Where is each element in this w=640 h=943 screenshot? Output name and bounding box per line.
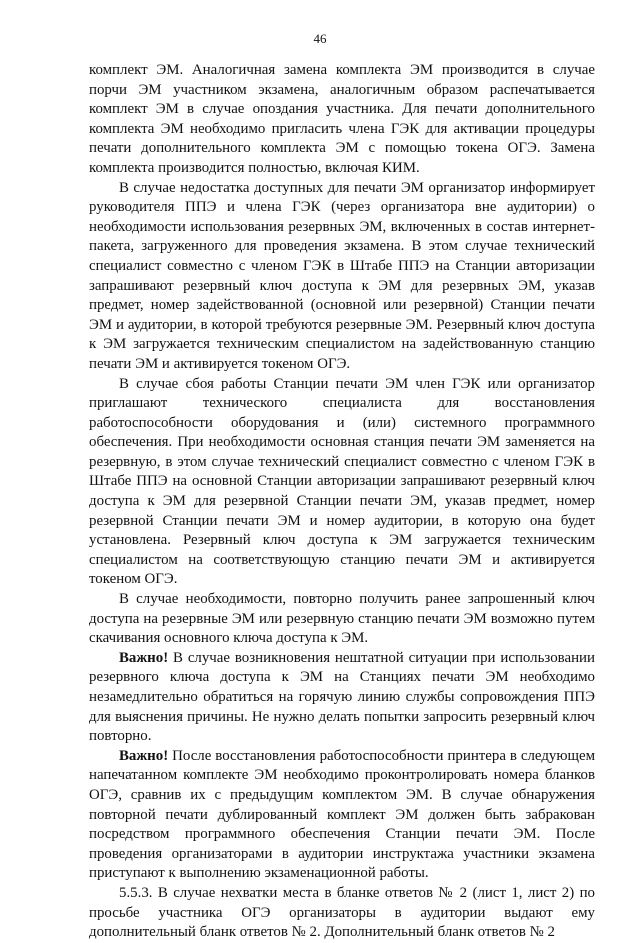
paragraph-print-station-failure: В случае сбоя работы Станции печати ЭМ член ГЭК или организатор приглашают технического специалиста для восстановления работоспособности оборудования и (или) системного программного обеспечения. При необходимости основная станция печати ЭМ заменяется на резервную, в этом случае технический специалист совместно с членом ГЭК в Штабе ППЭ на основной Станции авторизации запрашивают резервный ключ доступа к ЭМ для резервной Станции печати ЭМ, указав предмет, номер резервной Станции печати ЭМ и номер аудитории, в которую она будет установлена. Резервный ключ доступа к ЭМ загружается техническим специалистом на соответствующую станцию печати ЭМ и активируется токеном ОГЭ.: [89, 375, 595, 588]
document-body: [89, 61, 595, 943]
page-number: 46: [313, 31, 327, 46]
important-label: Важно!: [119, 649, 169, 666]
paragraph-repeat-key: В случае необходимости, повторно получить ранее запрошенный ключ доступа на резервные ЭМ или резервную станцию печати ЭМ возможно путем скачивания основного ключа доступа к ЭМ.: [89, 591, 595, 647]
paragraph-continuation: комплект ЭМ. Аналогичная замена комплекта ЭМ производится в случае порчи ЭМ участником экзамена, аналогичным образом распечатывается комплект ЭМ в случае опоздания участника. Для печати дополнительного комплекта ЭМ необходимо пригласить члена ГЭК для активации процедуры печати дополнительного комплекта ЭМ с помощью токена ОГЭ. Замена комплекта производится полностью, включая КИМ.: [89, 62, 595, 176]
paragraph-text: После восстановления работоспособности принтера в следующем напечатанном комплекте ЭМ необходимо проконтролировать номера бланков ОГЭ, сравнив их с предыдущим комплектом ЭМ. В случае обнаружения повторной печати дублированный комплект ЭМ должен быть забракован посредством программного обеспечения Станции печати ЭМ. После проведения организаторами в аудитории инструктажа участники экзамена приступают к выполнению экзаменационной работы.: [89, 747, 595, 882]
paragraph-text: В случае возникновения нештатной ситуации при использовании резервного ключа доступа к ЭМ на Станциях печати ЭМ необходимо незамедлительно обратиться на горячую линию службы сопровождения ППЭ для выяснения причины. Не нужно делать попытки запросить резервный ключ повторно.: [89, 649, 595, 745]
paragraph-reserve-materials: В случае недостатка доступных для печати ЭМ организатор информирует руководителя ППЭ и члена ГЭК (через организатора вне аудитории) о необходимости использования резервных ЭМ, включенных в состав интернет-пакета, загруженного для проведения экзамена. В этом случае технический специалист совместно с членом ГЭК в Штабе ППЭ на Станции авторизации запрашивают резервный ключ доступа к ЭМ для резервных ЭМ, указав предмет, номер задействованной (основной или резервной) Станции печати ЭМ и аудитории, в которой требуются резервные ЭМ. Резервный ключ доступа к ЭМ загружается техническим специалистом на задействованную станцию печати ЭМ и активируется токеном ОГЭ.: [89, 179, 595, 372]
paragraph-important-printer: [89, 747, 595, 884]
important-label: Важно!: [119, 747, 169, 764]
paragraph-section-5-5-3: 5.5.3. В случае нехватки места в бланке ответов № 2 (лист 1, лист 2) по просьбе участника ОГЭ организаторы в аудитории выдают ему дополнительный бланк ответов № 2. Дополнительный бланк ответов № 2: [89, 884, 595, 941]
paragraph-important-hotline: [89, 649, 595, 747]
